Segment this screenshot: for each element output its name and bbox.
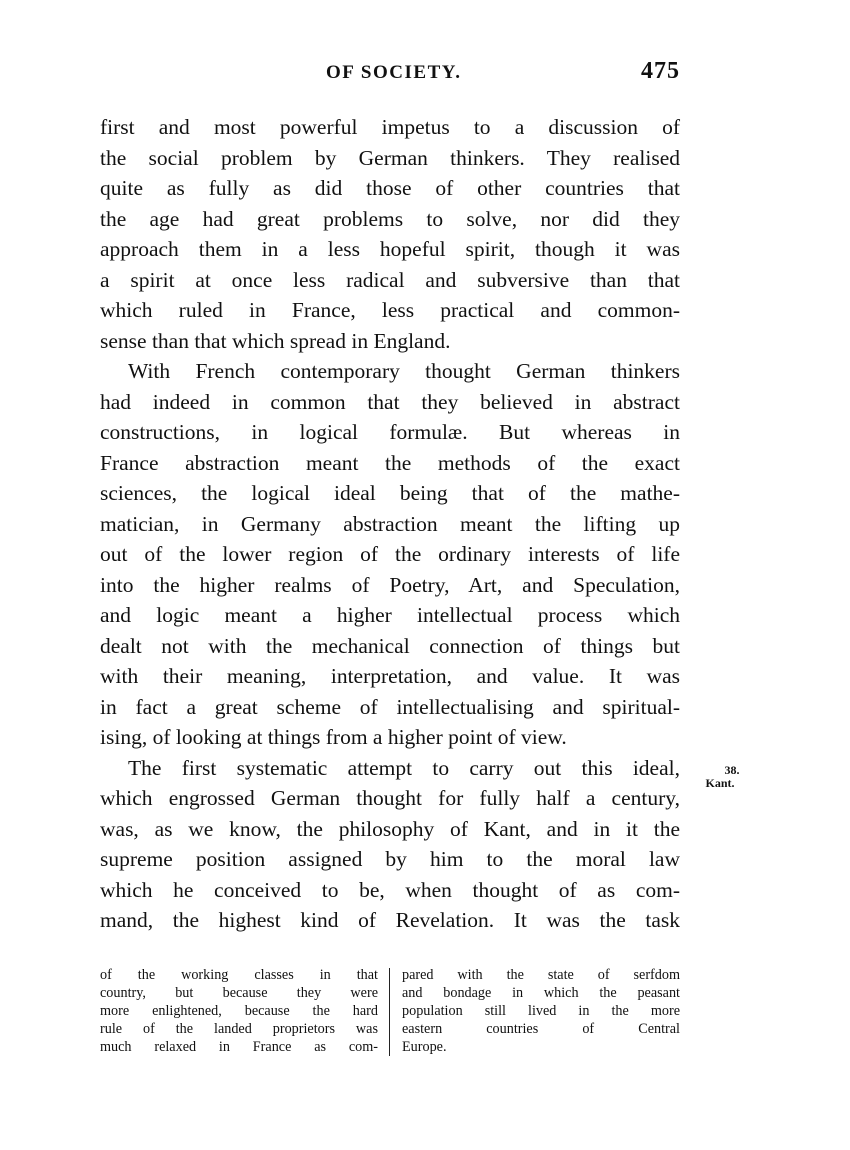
body-line: With French contemporary thought German thinkers xyxy=(128,359,680,383)
footnote-line: pared with the state of serfdom xyxy=(402,967,680,983)
body-line: quite as fully as did those of other countries that xyxy=(100,176,680,200)
footnote-column-left xyxy=(100,966,378,1056)
footnote-divider xyxy=(389,968,390,1056)
body-line: mand, the highest kind of Revelation. It was the task xyxy=(100,908,680,932)
running-title: OF SOCIETY. xyxy=(326,62,462,83)
margin-note-label: Kant. xyxy=(705,776,735,790)
body-line: matician, in Germany abstraction meant the lifting up xyxy=(100,511,680,536)
body-line: constructions, in logical formulæ. But whereas in xyxy=(100,420,680,444)
footnote-line: rule of the landed proprietors was xyxy=(100,1021,378,1037)
body-line: the social problem by German thinkers. They realised xyxy=(100,145,680,170)
body-line: which ruled in France, less practical and common- xyxy=(100,298,680,322)
body-line: sciences, the logical ideal being that of the mathe- xyxy=(100,481,680,505)
footnotes xyxy=(100,966,680,1062)
body-line: out of the lower region of the ordinary interests of life xyxy=(100,542,680,566)
body-line: in fact a great scheme of intellectualising and spiritual- xyxy=(100,694,680,719)
footnote-line: eastern countries of Central xyxy=(402,1021,680,1037)
footnote-line: of the working classes in that xyxy=(100,967,378,983)
footnote-line: more enlightened, because the hard xyxy=(100,1003,378,1019)
footnote-line: much relaxed in France as com- xyxy=(100,1039,378,1055)
margin-note xyxy=(690,764,750,790)
body-line: dealt not with the mechanical connection of things but xyxy=(100,633,680,658)
footnote-column-right xyxy=(402,966,680,1056)
body-line: which he conceived to be, when thought of as com- xyxy=(100,877,680,902)
body-line: approach them in a less hopeful spirit, though it was xyxy=(100,237,680,261)
body-line: France abstraction meant the methods of the exact xyxy=(100,450,680,475)
body-line: was, as we know, the philosophy of Kant, and in it the xyxy=(100,816,680,841)
body-line: The first systematic attempt to carry out this ideal, xyxy=(128,755,680,780)
body-text xyxy=(100,112,680,936)
body-line: into the higher realms of Poetry, Art, and Speculation, xyxy=(100,572,680,597)
body-line: ising, of looking at things from a higher point of view. xyxy=(100,725,567,749)
footnote-line: and bondage in which the peasant xyxy=(402,985,680,1001)
margin-note-number: 38. xyxy=(724,763,740,777)
body-line: with their meaning, interpretation, and value. It was xyxy=(100,664,680,688)
body-line: and logic meant a higher intellectual process which xyxy=(100,603,680,627)
body-line: supreme position assigned by him to the moral law xyxy=(100,847,680,871)
page-number: 475 xyxy=(641,58,680,84)
body-line: first and most powerful impetus to a discussion of xyxy=(100,115,680,139)
body-line: the age had great problems to solve, nor did they xyxy=(100,206,680,231)
footnote-line: Europe. xyxy=(402,1039,447,1055)
body-line: sense than that which spread in England. xyxy=(100,328,451,353)
body-line: a spirit at once less radical and subversive than that xyxy=(100,267,680,292)
footnote-line: country, but because they were xyxy=(100,985,378,1001)
body-line: which engrossed German thought for fully half a century, xyxy=(100,786,680,810)
footnote-line: population still lived in the more xyxy=(402,1003,680,1019)
body-line: had indeed in common that they believed in abstract xyxy=(100,389,680,414)
page-header xyxy=(100,58,680,92)
